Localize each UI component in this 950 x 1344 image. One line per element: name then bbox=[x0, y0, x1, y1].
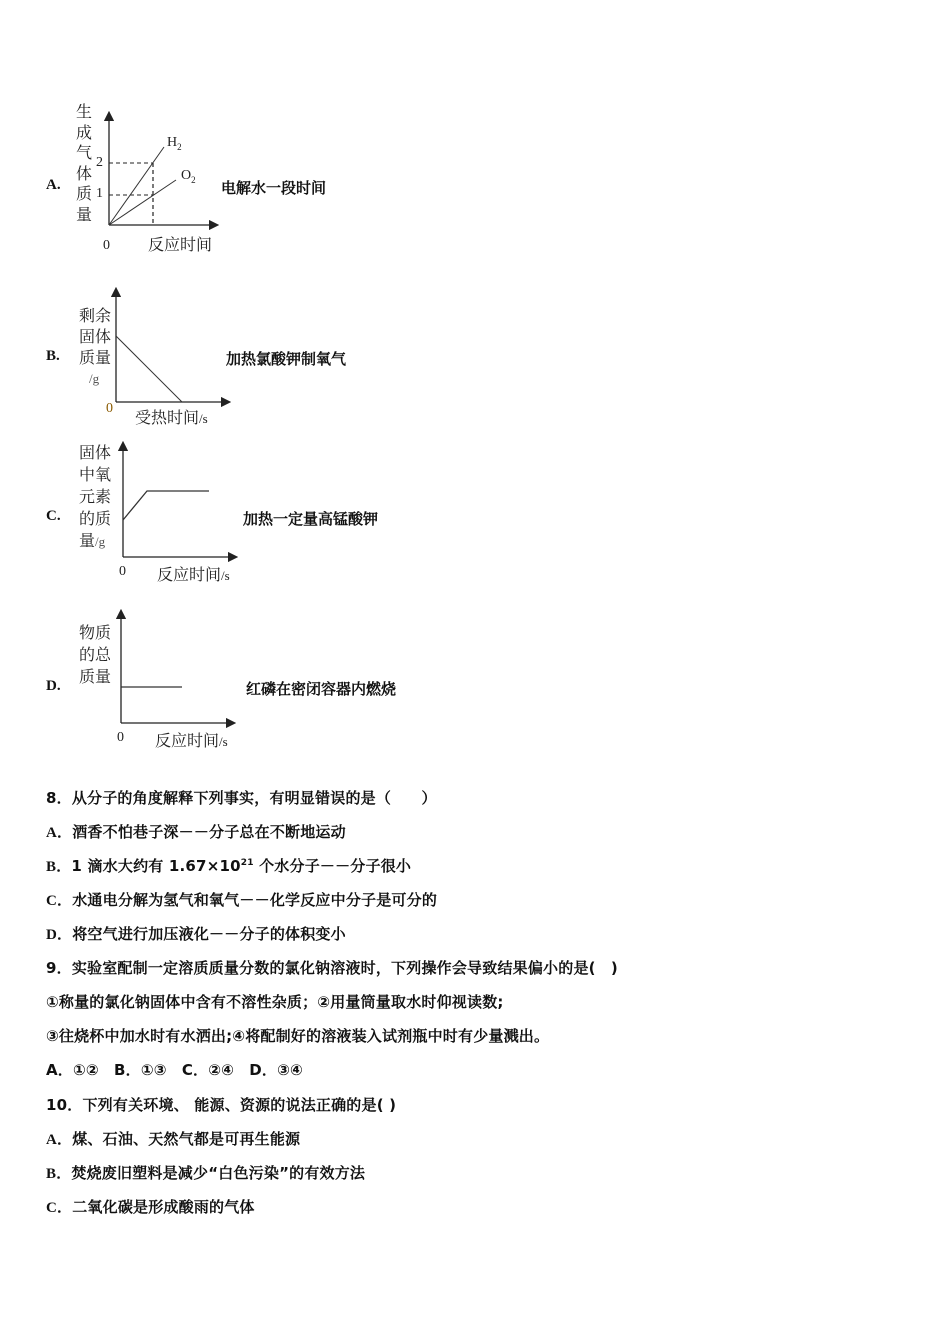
q9-line-2: ③往烧杯中加水时有水洒出;④将配制好的溶液装入试剂瓶中时有少量溅出。 bbox=[46, 1027, 550, 1045]
q8-option-a: A．酒香不怕巷子深－－分子总在不断地运动 bbox=[46, 823, 346, 841]
option-a-caption: 电解水一段时间 bbox=[221, 179, 327, 197]
option-b-caption: 加热氯酸钾制氧气 bbox=[226, 350, 347, 368]
graph-b-origin: 0 bbox=[106, 401, 113, 416]
q8-option-c: C．水通电分解为氢气和氧气－－化学反应中分子是可分的 bbox=[46, 891, 438, 909]
h2-series-label: $H_2$ bbox=[167, 135, 182, 152]
q9-stem: 9．实验室配制一定溶质质量分数的氯化钠溶液时，下列操作会导致结果偏小的是( ) bbox=[46, 959, 618, 977]
q8-option-d: D．将空气进行加压液化－－分子的体积变小 bbox=[46, 925, 346, 943]
option-c-letter: C. bbox=[46, 508, 61, 524]
option-c-caption: 加热一定量高锰酸钾 bbox=[243, 510, 379, 528]
graph-a-origin: 0 bbox=[103, 238, 110, 253]
q10-stem: 10．下列有关环境、 能源、资源的说法正确的是( ) bbox=[46, 1096, 397, 1114]
tick-label-2: 2 bbox=[96, 155, 103, 170]
option-a-letter: A. bbox=[46, 177, 61, 193]
graph-b-x-label: 受热时间/s bbox=[135, 408, 208, 427]
q9-choices: A．①② B．①③ C．②④ D．③④ bbox=[46, 1061, 303, 1079]
graph-d-origin: 0 bbox=[117, 730, 124, 745]
tick-label-1: 1 bbox=[96, 186, 103, 201]
option-b-letter: B. bbox=[46, 348, 60, 364]
graph-d-plot bbox=[0, 0, 260, 760]
q10-option-b: B．焚烧废旧塑料是减少“白色污染”的有效方法 bbox=[46, 1164, 366, 1182]
graph-c-origin: 0 bbox=[119, 564, 126, 579]
graph-d-x-label: 反应时间/s bbox=[155, 731, 228, 750]
graph-a-x-label: 反应时间 bbox=[148, 235, 213, 254]
q8-option-b: B．1 滴水大约有 $1.67\times 10^{21}$ 个水分子－－分子很小 bbox=[46, 857, 412, 875]
graph-d-y-label: 物质 的总 质量 bbox=[79, 623, 112, 686]
q8-stem: 8．从分子的角度解释下列事实，有明显错误的是（ ） bbox=[46, 789, 437, 807]
graph-c-y-label: 固体 中氧 元素 的质 量/g bbox=[79, 443, 112, 550]
q10-option-c: C．二氧化碳是形成酸雨的气体 bbox=[46, 1198, 255, 1216]
q9-line-1: ①称量的氯化钠固体中含有不溶性杂质；②用量筒量取水时仰视读数; bbox=[46, 993, 504, 1011]
graph-c-x-label: 反应时间/s bbox=[157, 565, 230, 584]
o2-series-label: $O_2$ bbox=[181, 168, 196, 185]
option-d-letter: D. bbox=[46, 678, 61, 694]
graph-a-y-label: 生 成 气 体 质 量 bbox=[76, 102, 93, 224]
q10-option-a: A．煤、石油、天然气都是可再生能源 bbox=[46, 1130, 301, 1148]
option-d-caption: 红磷在密闭容器内燃烧 bbox=[246, 680, 397, 698]
graph-b-y-label: 剩余 固体 质量 /g bbox=[79, 306, 112, 386]
